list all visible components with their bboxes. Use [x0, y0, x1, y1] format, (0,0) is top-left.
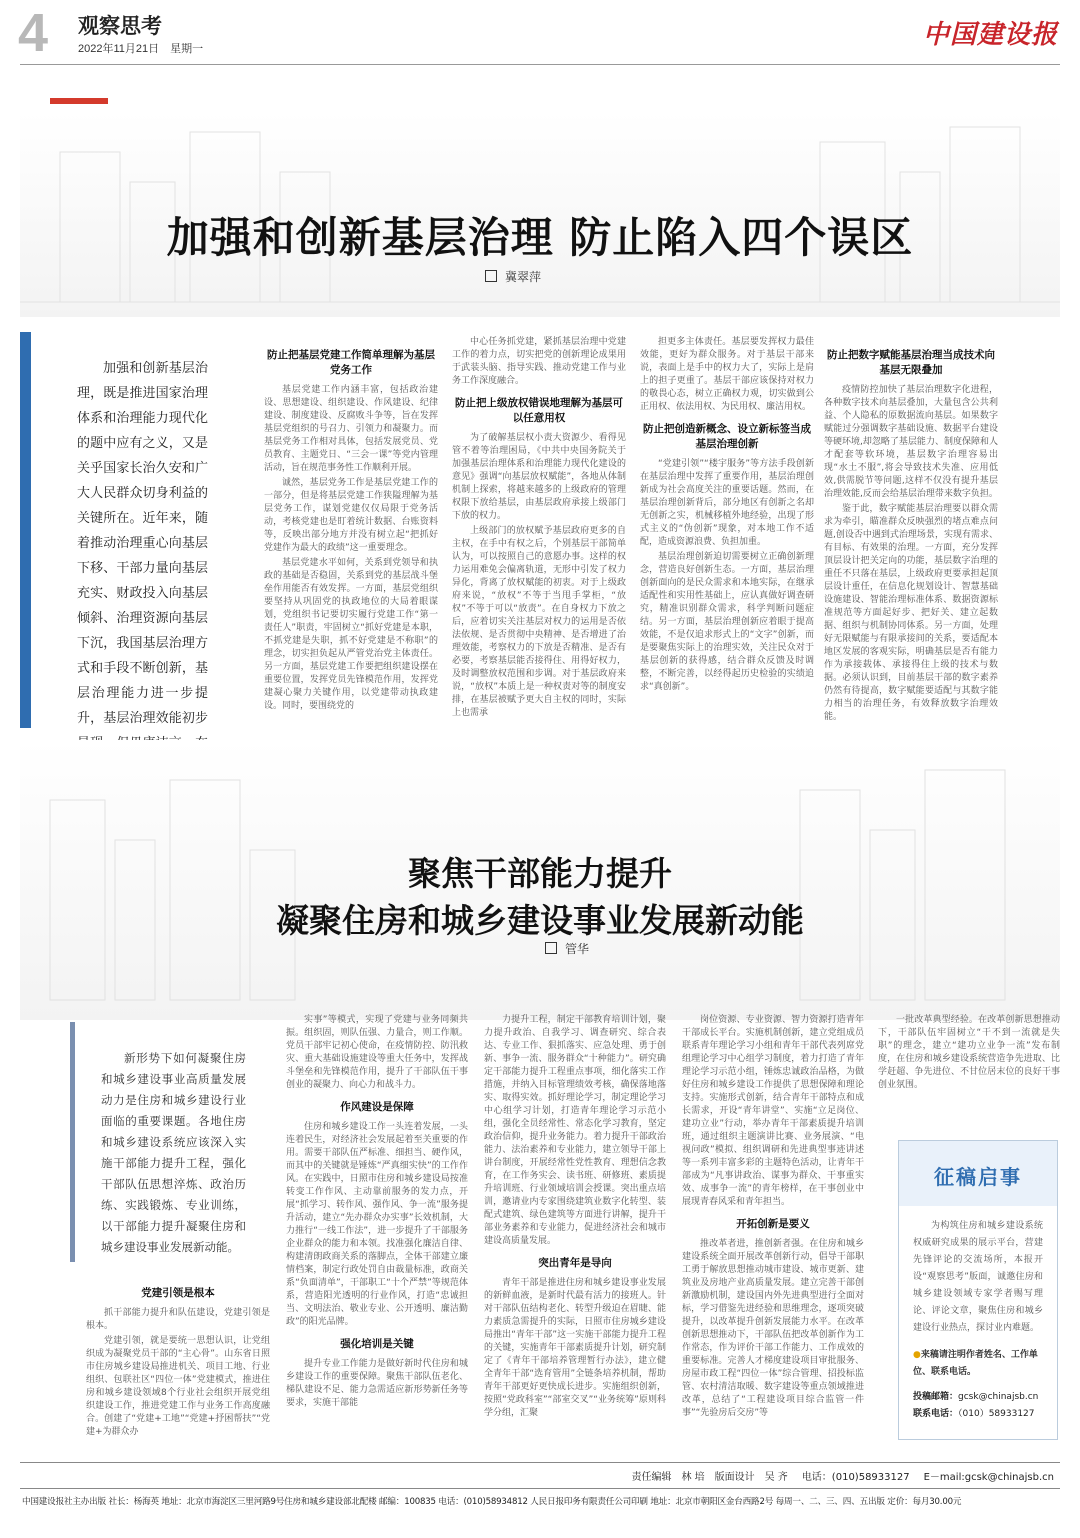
accent-bar	[50, 98, 108, 104]
article2-col3	[484, 1014, 666, 1442]
article1-col4	[824, 340, 998, 730]
article1-col2-p2: 为了破解基层权小责大资源少、看得见管不着等治理困局，《中共中央国务院关于加强基层治理体系和治理能力现代化建设的意见》强调“向基层放权赋能”，各地从体制机制上探索，将越来越多的上级政府的管理权限下放给基层，由基层政府承接上级部门下放的权力。	[452, 433, 626, 521]
article1-col3	[640, 336, 814, 730]
article2-col2	[286, 1014, 468, 1442]
submission-email	[899, 1389, 1057, 1406]
article1-title: 加强和创新基层治理 防止陷入四个误区	[166, 213, 914, 262]
article1-subhead-3: 防止把创造新概念、设立新标签当成基层治理创新	[643, 423, 811, 450]
article2-subhead-1: 党建引领是根本	[141, 1287, 215, 1299]
article1-subhead-2: 防止把上级放权错误地理解为基层可以任意用权	[455, 397, 623, 424]
article2-col1-p1: 抓干部能力提升和队伍建设，党建引领是根本。	[86, 1308, 270, 1331]
article2-col4	[682, 1014, 864, 1442]
article2-title-line2: 凝聚住房和城乡建设事业发展新动能	[276, 901, 804, 940]
call-for-papers-title: 征稿启事	[899, 1141, 1057, 1206]
footer-email[interactable]: E－mail:gcsk@chinajsb.cn	[923, 1472, 1054, 1483]
article1-lead: 加强和创新基层治理，既是推进国家治理体系和治理能力现代化的题中应有之义，又是关乎国家长治久安和广大人民群众切身利益的关键所在。近年来，随着推动治理重心向基层下移、干部力量向基层充实、财政投入向基层倾斜、治理资源向基层下沉，我国基层治理方式和手段不断创新，基层治理能力进一步提升，基层治理效能初步	[77, 361, 208, 726]
article2-subhead-3: 强化培训是关键	[340, 1338, 414, 1350]
article2-author: 管华	[565, 942, 590, 956]
article2-col4-p1: 岗位资源、专业资源、智力资源打造青年干部成长平台。实施机制创新，建立党组成员联系青年理论学习小组和青年干部代表列席党组理论学习中心组学习制度，着力打造了青年理论学习示范小组，锤炼忠诚政治品格，为做好住房和城乡建设工作提供了思想保障和理论支持。实施形式创新，结合青年干部特点和成长需求，开设“青年讲堂”、实施“立足岗位、建功立业”行动，举办青年干部素质提升培训班，通过组织主题演讲比赛、业务展演、“电视问政”模拟、组织调研和先进典型事迹讲述等一系列丰富多彩的主题特色活动，让青年干部成为“凡事讲政治、谋事为群众、干事重实效、成事争一流”的青年榜样，在干事创业中展现青春风采和青年担当。	[682, 1015, 864, 1207]
editors-text: 责任编辑 林 培 版面设计 吴 齐	[631, 1472, 788, 1483]
article1-subhead-1: 防止把基层党建工作简单理解为基层党务工作	[267, 349, 435, 376]
article1-col2-p3: 上级部门的放权赋予基层政府更多的自主权，在手中有权之后，个别基层干部简单认为，可以按照自己的意愿办事。这样的权力运用难免会偏离轨道，无形中引发了权力异化，背离了放权赋能的初衷。对于上级政府来说，“放权”不等于当甩手掌柜，“放权”不等于可以“放责”。在自身权力下放之后，应着切实关注基层对权力的运用是否依法依规、是否贯彻中央精神、是否增进了治理效能，考察权力的下放是否精准、是否有必要，考察基层能否接得住、用得好权力，及时调整放权范围和步调。对于基层政府来说，“放权”本质上是一种权责对等的制度安排，在基层被赋予更大自主权的同时，实际上也需承	[452, 526, 626, 718]
article1-col1-p3: 基层党建水平如何，关系到党领导和执政的基础是否稳固，关系到党的基层战斗堡垒作用能否有效发挥。一方面，基层党组织要坚持从巩固党的执政地位的大局着眼谋划，党组织书记要切实履行党建工作“第一责任人”职责，牢固树立“抓好党建是本职，不抓党建是失职，抓不好党建是不称职”的理念，切实担负起从严管党治党主体责任。另一方面，基层党建工作要把组织建设摆在重要位置，发挥党员先锋模范作用，发挥党建凝心聚力关键作用，以党建带动执政建设。同时，要围绕党的	[264, 558, 438, 711]
article2-col3-p2: 青年干部是推进住房和城乡建设事业发展的新鲜血液，是新时代最有活力的接班人。针对干部队伍结构老化、转型升级迫在眉睫、能力素质急需提升的实际，日照市住房城乡建设局推出“青年干部”这一实施干部能力提升工程的关键，实施青年干部素质提升计划，研究制定了《青年干部培养管理暂行办法》，建立健全青年干部“选育管用”全链条培养机制，帮助青年干部更好更快成长进步。实施组织创新，按照“党政科室”“部室交叉”“业务统筹”原则科学分组，汇聚	[484, 1278, 666, 1418]
article1-lead-box	[20, 332, 216, 728]
call-for-papers-note	[899, 1337, 1057, 1389]
article1-col1	[264, 340, 438, 730]
article1-col1-p2: 诚然，基层党务工作是基层党建工作的一部分，但是将基层党建工作狭隘理解为基层党务工作，谋划党建仅仅局限于党务活动，考核党建也是盯着统计数据、台账资料等，反映出部分地方并没有树立起“把抓好党建作为最大的政绩”这一重要理念。	[264, 478, 438, 553]
article2-col3-p1: 力提升工程，制定干部教育培训计划，聚力提升政治、自我学习、调查研究、综合表达、专业工作、狠抓落实、应急处理、勇于创新、事争一流、服务群众“十种能力”。研究确定干部能力提升工程重点事项，细化落实工作措施，并纳入目标管理绩效考核，确保落地落实、取得实效。抓好理论学习，制定理论学习中心组学习计划，打造青年理论学习示范小组，强化全员经常性、常态化学习教育，坚定政治信仰，提升业务能力。着力提升干部政治能力、法治素养和专业能力，建立领导干部上讲台制度，开展经常性党性教育、理想信念教育，在工作务实会、读书班、研修班、素质提升培训班、行业领域培训会授课。突出重点培训，邀请业内专家围绕建筑业数字化转型、装配式建筑、绿色建筑等方面进行讲解，提升干部业务素养和专业能力，促进经济社会和城市建设高质量发展。	[484, 1015, 666, 1246]
article1-col3-p2: “党建引领”“楼宇服务”等方法手段创新在基层治理中发挥了重要作用，基层治理创新成为社会高度关注的重要话题。然而，在基层治理创新背后，部分地区有创新之名却无创新之实，机械移植外地经验，出现了形式主义的“伪创新”现象，对本地工作不适配，造成资源浪费、负担加重。	[640, 459, 814, 547]
article1-col4-p2: 鉴于此，数字赋能基层治理要以群众需求为牵引，瞄准群众反映强烈的堵点难点问题,创设否中遇到式治理场景，实现有需求、有目标、有效果的治理。一方面，充分发挥顶层设计把关定向的功能，基层数字治理的重任不只落在基层，上级政府更要承担起顶层设计重任，在信息化规划设计、智慧基础设施建设、智能治理标准体系、数据资源标准规范等方面起好步、把好关、建立起数据、组织与机制协同体系。另一方面，处理好无限赋能与有限承接间的关系，要适配本地区发展的客观实际，明确基层是否有能力作为承接载体、承接得住上级的技术与数据。必须认识到，目前基层干部的数字素养仍然有待提高，数字赋能要适配与其数字能力相当的治理任务，有效释放数字治理效能。	[824, 504, 998, 722]
article2-col1	[86, 1286, 270, 1442]
article2-col2-p3: 提升专业工作能力是做好新时代住房和城乡建设工作的重要保障。聚焦干部队伍老化、梯队建设不足、能力急需适应新形势新任务等要求，实施干部能	[286, 1359, 468, 1408]
article1-col3-p1: 担更多主体责任。基层要发挥权力最佳效能，更好为群众服务。对于基层干部来说，表面上是手中的权力大了，实际上是肩上的担子更重了。基层干部应该保持对权力的敬畏心态，树立正确权力观，切实做到公正用权、依法用权、为民用权、廉洁用权。	[640, 337, 814, 412]
article2-title-line1: 聚焦干部能力提升	[408, 854, 672, 893]
footer-editors	[617, 1468, 1054, 1483]
article2-subhead-4: 突出青年是导向	[538, 1257, 612, 1269]
article1-col3-p3: 基层治理创新迫切需要树立正确创新理念，营造良好创新生态。一方面，基层治理创新面向的是民众需求和本地实际，在继承适配性和实用性基础上，应认真做好调查研究，精准识别群众需求，科学判断问题症结。另一方面，基层治理创新应着眼于提高效能，不是仅追求形式上的“文字”创新，而是要聚焦实际上的治理实效，关注民众对于基层创新的获得感，结合群众反馈及时调整，不断完善，以经得起历史检验的实绩追求“真创新”。	[640, 552, 814, 692]
article2-byline	[545, 940, 589, 957]
article1-subhead-4: 防止把数字赋能基层治理当成技术向基层无限叠加	[827, 349, 995, 376]
submission-phone	[899, 1406, 1057, 1423]
article1-author: 冀翠萍	[505, 270, 542, 284]
call-note-text: 来稿请注明作者姓名、工作单位、联系电话。	[913, 1350, 1038, 1377]
article2-col2-p2: 住房和城乡建设工作一头连着发展，一头连着民生，对经济社会发展起着至关重要的作用。需要干部队伍严标准、细担当、硬作风，而其中的关键就是锤炼“严真细实快”的工作作风。在实践中，日照市住房和城乡建设局按准转变工作作风、主动靠前服务的发力点，开展“抓学习、转作风、强作风、争一流”服务提升活动，建立“先办群众办实事”长效机制，大力推行“一线工作法”，进一步提升了干部服务企业群众的能力和本领。找准强化廉洁自律、构建清朗政商关系的落脚点，全体干部建立廉情档案，制定行政处罚自由裁量标准，政商关系“负面清单”，干部职工“十个严禁”等规范体系，营造阳光透明的行业作风，打造“忠诚担当、文明法治、敬业专业、公开透明、廉洁勤政”的阳光品牌。	[286, 1122, 468, 1327]
article1-col1-p1: 基层党建工作内涵丰富，包括政治建设、思想建设、组织建设、作风建设、纪律建设、制度建设、反腐败斗争等，旨在发挥基层党组织的号召力、引领力和凝聚力。而基层党务工作相对具体，包括发展党员、党员教育、主题党日、“三会一课”等党内管理活动，旨在规范事务性工作顺利开展。	[264, 385, 438, 473]
article2-lead: 新形势下如何凝聚住房和城乡建设事业高质量发展动力是住房和城乡建设行业面临的重要课题。各地住房和城乡建设系统应该深入实施干部能力提升工程，强化干部队伍思想淬炼、政治历练、实践锻炼、专业训练，以干部能力提升凝聚住房和城乡建设事业发展新动能。	[101, 1051, 246, 1254]
article2-col1-p2: 党建引领，就是要统一思想认识，让党组织成为凝聚党员干部的“主心骨”。山东省日照市住房城乡建设局推进机关、项目工地、行业组织、包联社区“四位一体”党建模式，推进住房和城乡建设领域8个行业社会组织开展党组织建设工作，推进党建工作与业务工作高度融合。创建了“党建+工地”“党建+抒困帮扶”“党建+为群众办	[86, 1336, 270, 1437]
article2-col5-p1: 一批改革典型经验。在改革创新思想推动下，干部队伍牢固树立“干不到一流就是失职”的理念，建立“建功立业争一流”发布制度，在住房和城乡建设系统营造争先进取、比学赶超、争先进位、不甘位居末位的良好干事创业氛围。	[878, 1015, 1060, 1090]
footer-divider-bottom	[20, 1488, 1060, 1489]
byline-box-icon	[485, 270, 497, 282]
phone-value: （010）58933127	[958, 1409, 1035, 1419]
footer-phone: 电话：(010)58933127	[801, 1472, 910, 1483]
header-divider	[20, 64, 1060, 65]
section-title: 观察思考	[78, 13, 162, 38]
email-label: 投稿邮箱：	[913, 1392, 959, 1402]
phone-label: 联系电话：	[913, 1409, 959, 1419]
call-for-papers-body: 为构筑住房和城乡建设系统权威研究成果的展示平台，营建先锋评论的交流场所，本报开设“观察思考”版面，诚邀住房和城乡建设领域专家学者赐写理论、评论文章，聚焦住房和城乡建设行业热点，探讨业内难题。	[913, 1221, 1043, 1333]
footer-divider-top	[20, 1462, 1060, 1463]
article1-col2-p1: 中心任务抓党建，紧抓基层治理中党建工作的着力点，切实把党的创新理论成果用于武装头脑、指导实践、推动党建工作与业务工作深度融合。	[452, 337, 626, 386]
page-number: 4	[18, 3, 47, 63]
article1-col4-p1: 疫情防控加快了基层治理数字化进程，各种数字技术向基层叠加，大量包含公共利益、个人隐私的原数据流向基层。如果数字赋能过分强调数字基础设施、数据平台建设等硬环境,却忽略了基层能力、制度保障和人才配套等软环境，基层数字治理容易出现“水土不服”,将会导致技术失准、应用低效,供需脱节等问题,这样不仅没有提升基层治理效能,反而会给基层治理带来数字负担。	[824, 385, 998, 499]
article1-byline	[485, 268, 541, 285]
call-for-papers-box	[898, 1140, 1058, 1440]
publisher-info: 中国建设报社主办出版 社长：杨海英 地址：北京市海淀区三里河路9号住房和城乡建设部北配楼 邮编：100835 电话：(010)58934812 人民日报印务有限责任公司印刷 地址：北京市朝阳区金台西路2号 每周一、二、三、四、五出版 定价：每月30.00元	[22, 1497, 962, 1507]
article2-col5	[878, 1014, 1060, 1114]
article2-col2-p1: 实事”等模式，实现了党建与业务同频共振。组织固，则队伍强、力量合，则工作顺。党员干部牢记初心使命，在疫情防控、防汛救灾、重大基础设施建设等重大任务中，发挥战斗堡垒和先锋模范作用，提升了干部队伍干事创业的凝聚力、向心力和战斗力。	[286, 1015, 468, 1090]
article2-lead-box	[70, 1022, 256, 1262]
masthead-logo: 中国建设报	[922, 20, 1058, 50]
article2-subhead-2: 作风建设是保障	[340, 1101, 414, 1113]
bullet-icon: ●	[913, 1350, 921, 1360]
issue-date: 2022年11月21日 星期一	[78, 43, 204, 55]
byline-box-icon-2	[545, 942, 557, 954]
article1-col2	[452, 336, 626, 730]
article2-subhead-5: 开拓创新是要义	[736, 1218, 810, 1230]
article2-col4-p2: 推改革者进，推创新者强。在住房和城乡建设系统全面开展改革创新行动，倡导干部职工勇于解放思想推动城市建设、城市更新、建筑业及房地产业高质量发展。建立完善干部创新激励机制，建设国内外先进典型进行全面对标，学习借鉴先进经验和思维理念，逐项突破提升，以改革提升创新发展能力水平。在改革创新思想推动下，干部队伍把改革创新作为工作常态，作为评价干部工作能力、工作成效的重要标准。完善人才梯度建设项目审批服务、房屋市政工程“四位一体”综合管理、招投标监管、农村清洁取暖、数字建设等重点领域推进改革，总结了“工程建设项目综合监管一件事”“先验房后交房”等	[682, 1239, 864, 1418]
email-value[interactable]: gcsk@chinajsb.cn	[958, 1392, 1039, 1402]
